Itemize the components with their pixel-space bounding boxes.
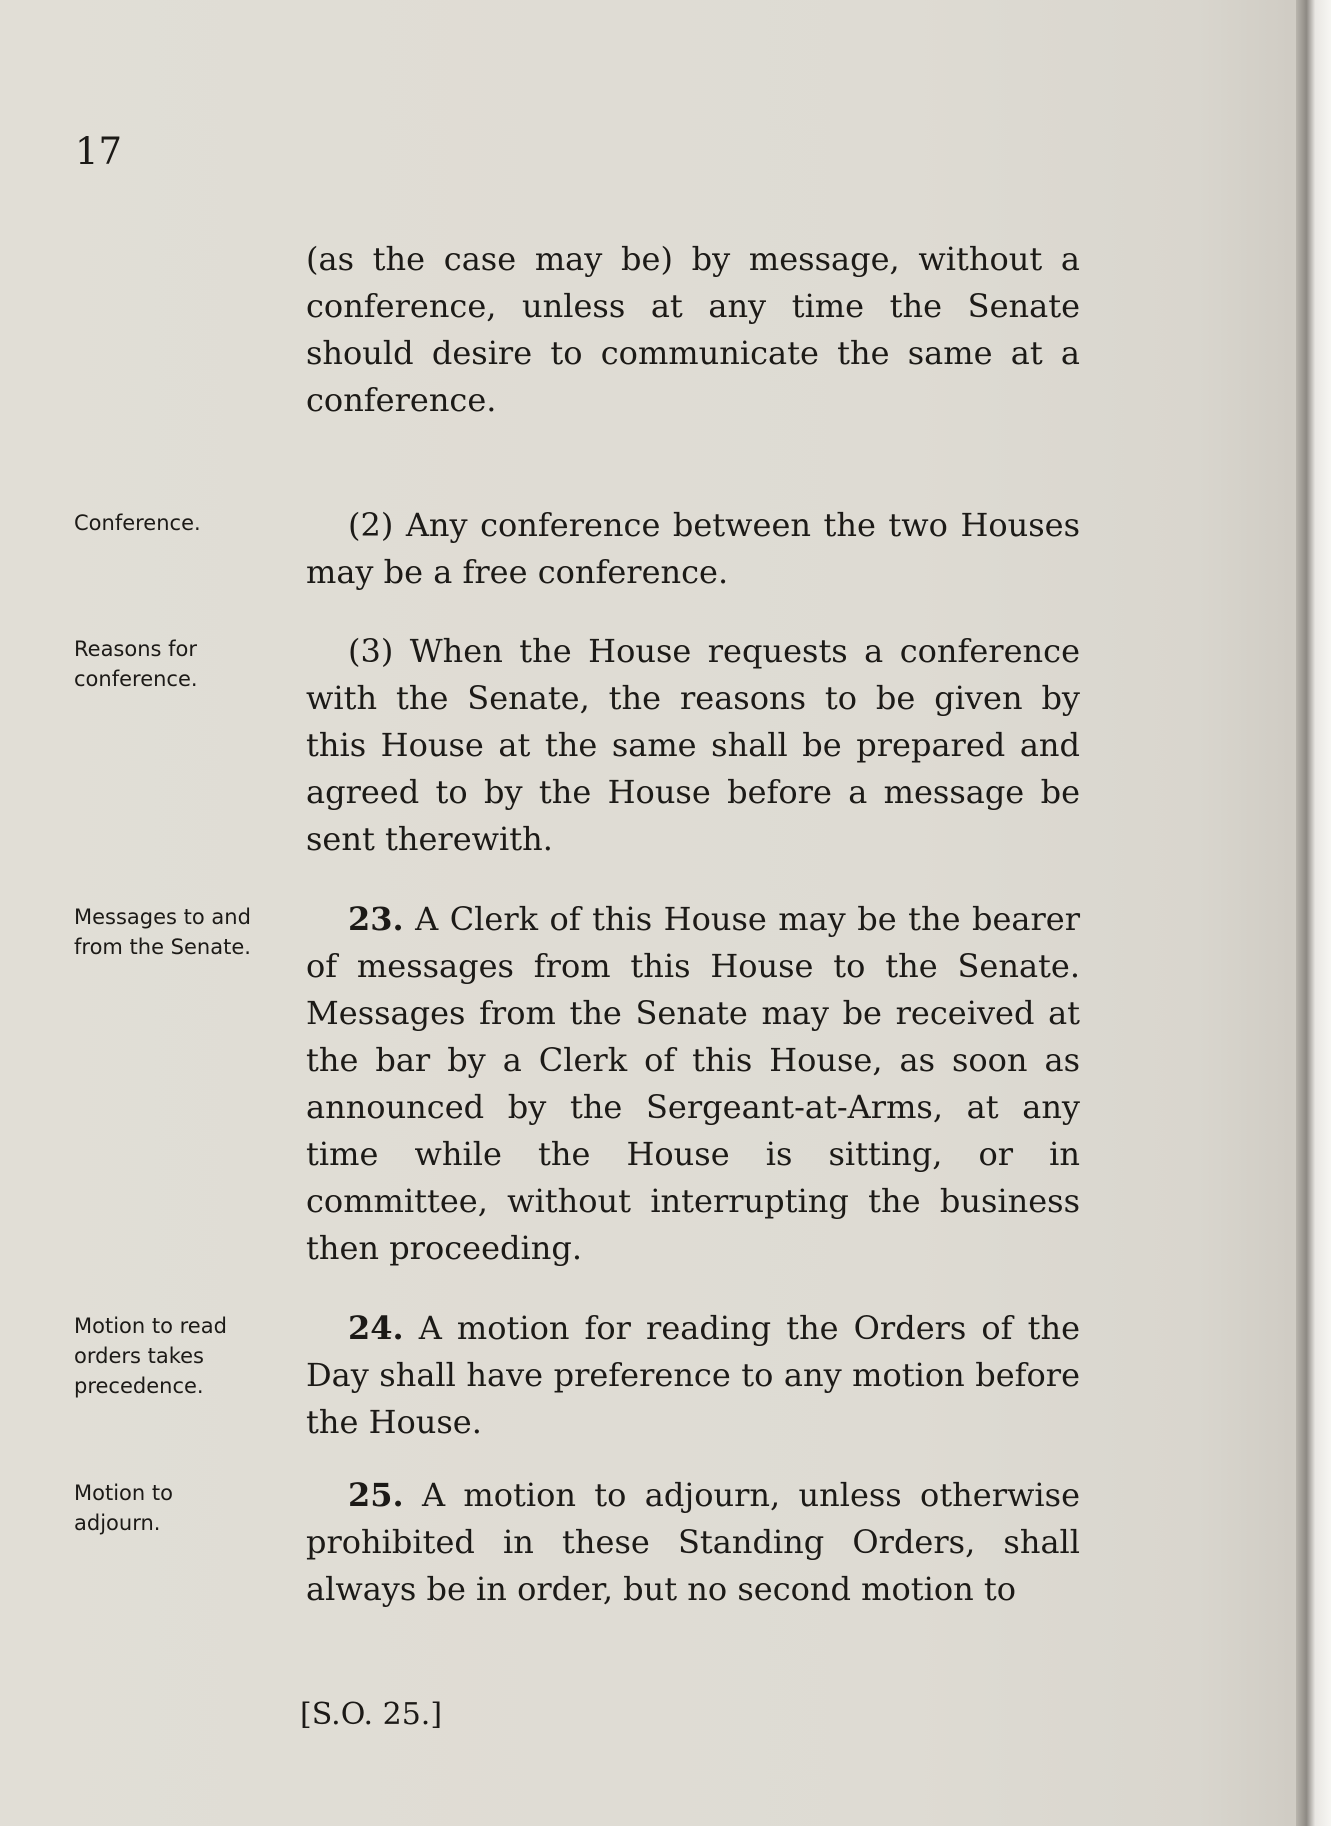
paragraph-so23 [306,896,1080,1272]
paragraph-text: (2) Any conference between the two Houses may be a free conference. [306,506,1080,591]
page-number: 17 [75,130,123,173]
standing-order-reference: [S.O. 25.] [300,1697,443,1732]
marginal-note-conference: Conference. [74,511,201,535]
paragraph-reasons [306,628,1080,863]
marginal-note-motion-to-adjourn: Motion to adjourn. [74,1481,173,1535]
paragraph-text: A motion to adjourn, unless otherwise prohibited in these Standing Orders, shall always be in order, but no second motion to [306,1476,1080,1608]
marginal-note-motion-to-read: Motion to read orders takes precedence. [74,1314,227,1398]
book-gutter [1296,0,1331,1826]
paragraph-conference [306,502,1080,596]
standing-order-number: 25. [348,1476,404,1514]
marginal-note-reasons: Reasons for conference. [74,637,198,691]
paragraph-text: A Clerk of this House may be the bearer of messages from this House to the Senate. Messages from the Senate may be received at the bar by a Clerk of this House, as soon as announced by the Sergeant-at-Arms, at any time while the House is sitting, or in committee, without interrupting the business then proceeding. [306,900,1080,1267]
paragraph-text: (as the case may be) by message, without a conference, unless at any time the Senate should desire to communicate the same at a conference. [306,240,1080,419]
paragraph-so24 [306,1305,1080,1446]
standing-order-number: 23. [348,900,404,938]
paragraph-so25 [306,1472,1080,1613]
marginal-note-messages: Messages to and from the Senate. [74,905,251,959]
paragraph-continuation [306,236,1080,424]
standing-order-number: 24. [348,1309,404,1347]
paragraph-text: A motion for reading the Orders of the Day shall have preference to any motion before the House. [306,1309,1080,1441]
paragraph-text: (3) When the House requests a conference with the Senate, the reasons to be given by this House at the same shall be prepared and agreed to by the House before a message be sent therewith. [306,632,1080,858]
